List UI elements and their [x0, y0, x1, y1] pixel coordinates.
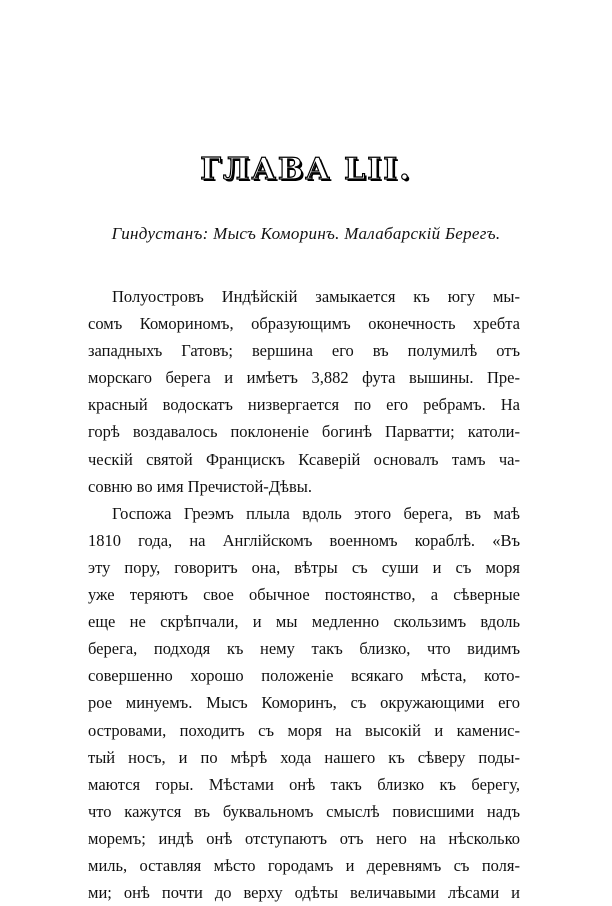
paragraph-2 — [88, 500, 520, 906]
text-line: горѣ воздавалось поклоненіе богинѣ Парватти; католи- — [88, 422, 520, 442]
text-line: уже теряютъ свое обычное постоянство, а сѣверные — [88, 585, 520, 605]
text-line: маются горы. Мѣстами онѣ такъ близко къ берегу, — [88, 774, 520, 794]
text-line: западныхъ Гатовъ; вершина его въ полумилѣ отъ — [88, 341, 520, 361]
text-line: сомъ Комориномъ, образующимъ оконечность хребта — [88, 314, 520, 334]
chapter-subtitle: Гиндустанъ: Мысъ Коморинъ. Малабарскій Берегъ. — [111, 224, 501, 243]
text-line: Полуостровъ Индѣйскій замыкается къ югу мы- — [112, 287, 520, 306]
text-line: совню во имя Пречистой-Дѣвы. — [88, 476, 312, 496]
body-text — [88, 283, 520, 906]
text-line: еще не скрѣпчали, и мы медленно скользимъ вдоль — [88, 612, 520, 632]
text-line: Госпожа Греэмъ плыла вдоль этого берега, въ маѣ — [112, 503, 520, 523]
text-line: что кажутся въ буквальномъ смыслѣ повисшими надъ — [88, 801, 520, 821]
text-line: миль, оставляя мѣсто городамъ и деревнямъ съ поля- — [88, 855, 520, 875]
text-line: ческій святой Францискъ Ксаверій основалъ тамъ ча- — [88, 449, 520, 469]
text-line: эту пору, говоритъ она, вѣтры съ суши и съ моря — [88, 557, 520, 577]
text-line: морскаго берега и имѣетъ 3,882 фута вышины. Пре- — [88, 368, 520, 388]
text-line: берега, подходя къ нему такъ близко, что видимъ — [88, 639, 520, 659]
text-line: островами, походитъ съ моря на высокій и каменис- — [88, 720, 520, 740]
text-line: моремъ; индѣ онѣ отступаютъ отъ него на нѣсколько — [88, 828, 520, 848]
paragraph-1 — [88, 283, 520, 500]
text-line: рое минуемъ. Мысъ Коморинъ, съ окружающими его — [88, 693, 520, 713]
chapter-title: ГЛАВА LII. — [200, 152, 412, 187]
text-line: ми; онѣ почти до верху одѣты величавыми лѣсами и — [88, 883, 520, 903]
text-line: 1810 года, на Англійскомъ военномъ кораблѣ. «Въ — [88, 530, 520, 550]
text-line: совершенно хорошо положеніе всякаго мѣста, кото- — [88, 666, 520, 686]
text-line: тый носъ, и по мѣрѣ хода нашего къ сѣверу поды- — [88, 747, 520, 767]
text-line: красный водоскатъ низвергается по его ребрамъ. На — [88, 395, 520, 415]
